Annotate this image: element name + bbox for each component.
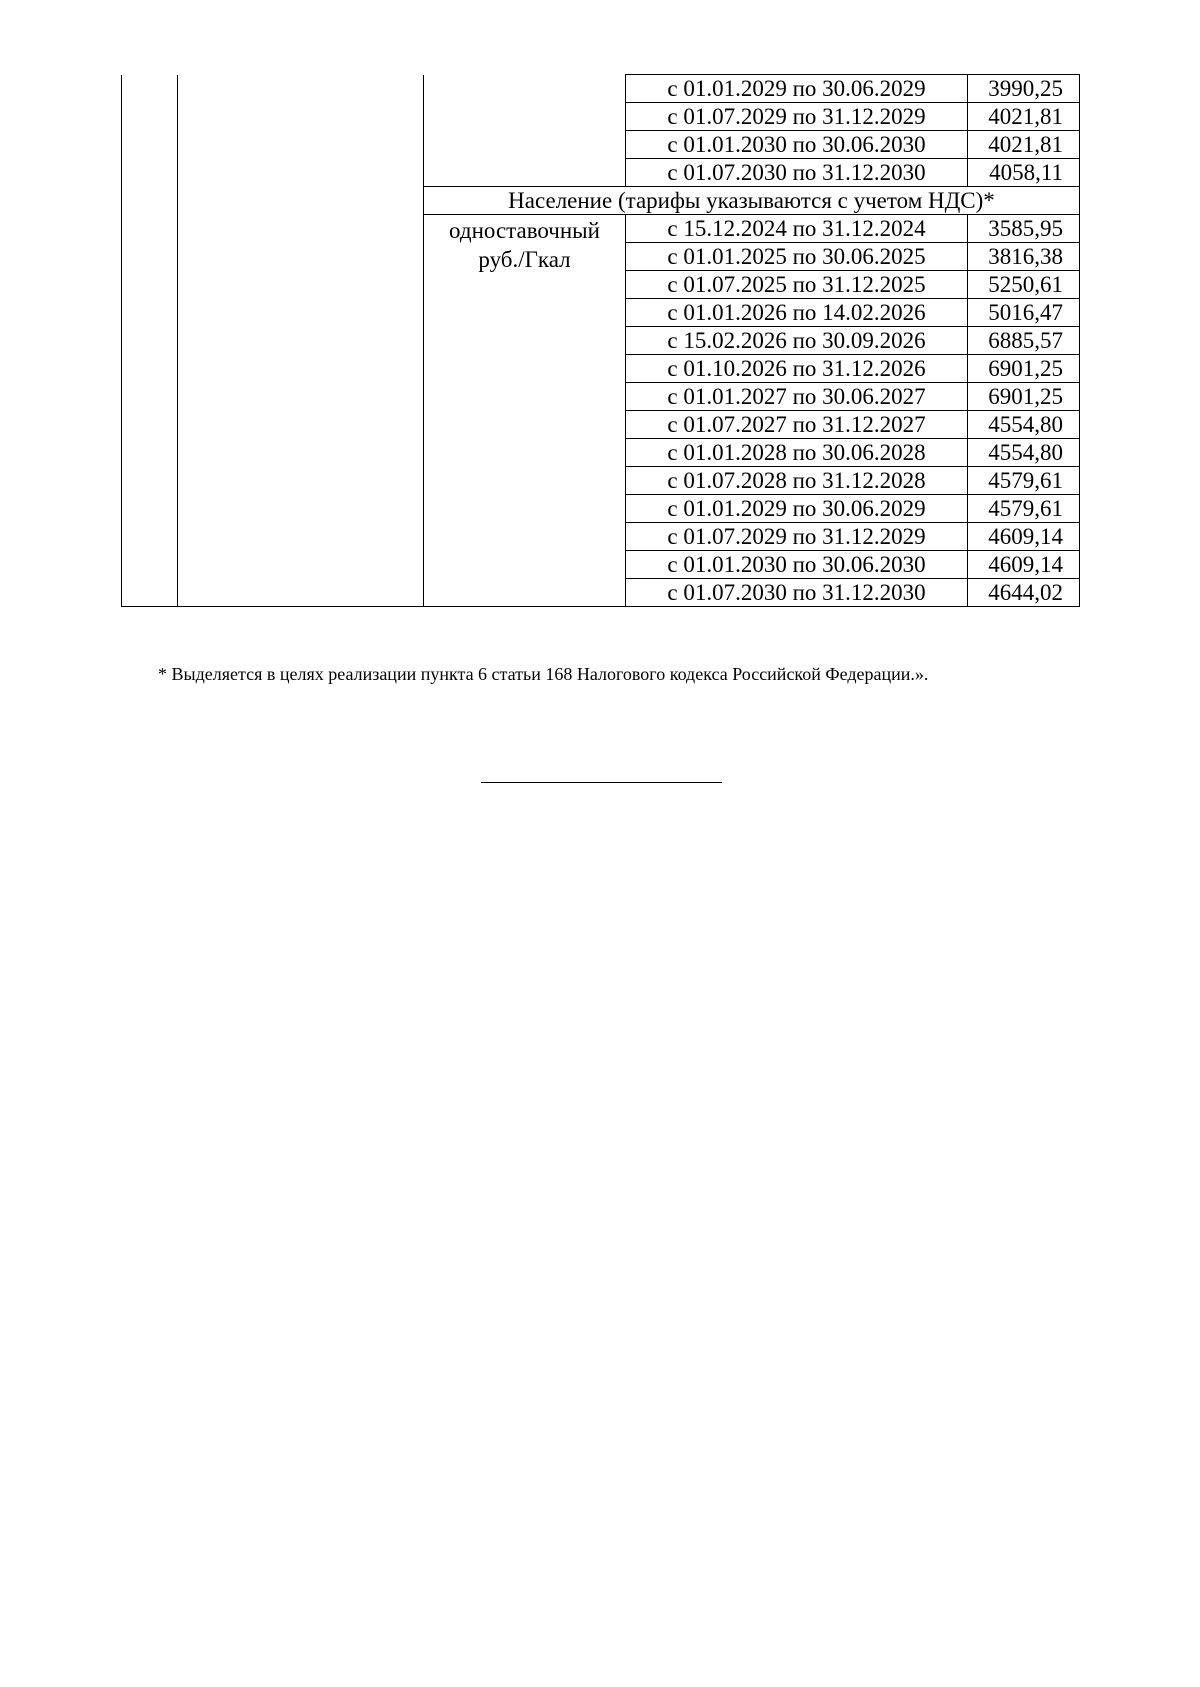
rate-type-cell — [424, 215, 626, 607]
tariff-value-cell: 4021,81 — [968, 103, 1080, 131]
period-cell: с 01.10.2026 по 31.12.2026 — [626, 355, 968, 383]
period-cell: с 01.07.2025 по 31.12.2025 — [626, 271, 968, 299]
period-cell: с 01.07.2028 по 31.12.2028 — [626, 467, 968, 495]
period-cell: с 01.01.2025 по 30.06.2025 — [626, 243, 968, 271]
period-cell: с 01.01.2029 по 30.06.2029 — [626, 75, 968, 103]
empty-cell-col2 — [178, 75, 424, 187]
tariff-value-cell: 4609,14 — [968, 523, 1080, 551]
period-cell: с 01.07.2030 по 31.12.2030 — [626, 579, 968, 607]
period-cell: с 01.01.2028 по 30.06.2028 — [626, 439, 968, 467]
tariff-value-cell: 4058,11 — [968, 159, 1080, 187]
tariff-value-cell: 6901,25 — [968, 355, 1080, 383]
tariff-value-cell: 4554,80 — [968, 439, 1080, 467]
period-cell: с 01.01.2030 по 30.06.2030 — [626, 551, 968, 579]
tariff-value-cell: 4644,02 — [968, 579, 1080, 607]
section-header-cell: Население (тарифы указываются с учетом НДС)* — [424, 187, 1080, 215]
period-cell: с 01.01.2030 по 30.06.2030 — [626, 131, 968, 159]
empty-cell-col3 — [424, 75, 626, 187]
period-cell: с 01.01.2026 по 14.02.2026 — [626, 299, 968, 327]
tariff-value-cell: 3816,38 — [968, 243, 1080, 271]
closing-rule-divider — [481, 782, 722, 783]
tariff-value-cell: 5016,47 — [968, 299, 1080, 327]
empty-cell-col2 — [178, 187, 424, 607]
tariff-value-cell: 4609,14 — [968, 551, 1080, 579]
empty-cell-col1 — [122, 75, 178, 187]
tariff-value-cell: 4021,81 — [968, 131, 1080, 159]
period-cell: с 01.07.2029 по 31.12.2029 — [626, 523, 968, 551]
period-cell: с 15.02.2026 по 30.09.2026 — [626, 327, 968, 355]
tariff-value-cell: 3990,25 — [968, 75, 1080, 103]
tariff-table — [121, 74, 1080, 607]
period-cell: с 01.07.2027 по 31.12.2027 — [626, 411, 968, 439]
tariff-value-cell: 4554,80 — [968, 411, 1080, 439]
tariff-value-cell: 5250,61 — [968, 271, 1080, 299]
tariff-value-cell: 4579,61 — [968, 467, 1080, 495]
rate-unit-label: руб./Гкал — [478, 247, 571, 272]
table-row — [122, 75, 1080, 103]
footnote: * Выделяется в целях реализации пункта 6 статьи 168 Налогового кодекса Российской Федерации.». — [158, 664, 929, 684]
period-cell: с 01.01.2029 по 30.06.2029 — [626, 495, 968, 523]
period-cell: с 01.07.2029 по 31.12.2029 — [626, 103, 968, 131]
tariff-value-cell: 6901,25 — [968, 383, 1080, 411]
period-cell: с 01.07.2030 по 31.12.2030 — [626, 159, 968, 187]
period-cell: с 01.01.2027 по 30.06.2027 — [626, 383, 968, 411]
period-cell: с 15.12.2024 по 31.12.2024 — [626, 215, 968, 243]
tariff-value-cell: 4579,61 — [968, 495, 1080, 523]
empty-cell-col1 — [122, 187, 178, 607]
rate-type-label: одноставочный — [449, 218, 600, 243]
section-header-row — [122, 187, 1080, 215]
tariff-value-cell: 6885,57 — [968, 327, 1080, 355]
tariff-table-wrapper — [121, 74, 1079, 607]
tariff-value-cell: 3585,95 — [968, 215, 1080, 243]
